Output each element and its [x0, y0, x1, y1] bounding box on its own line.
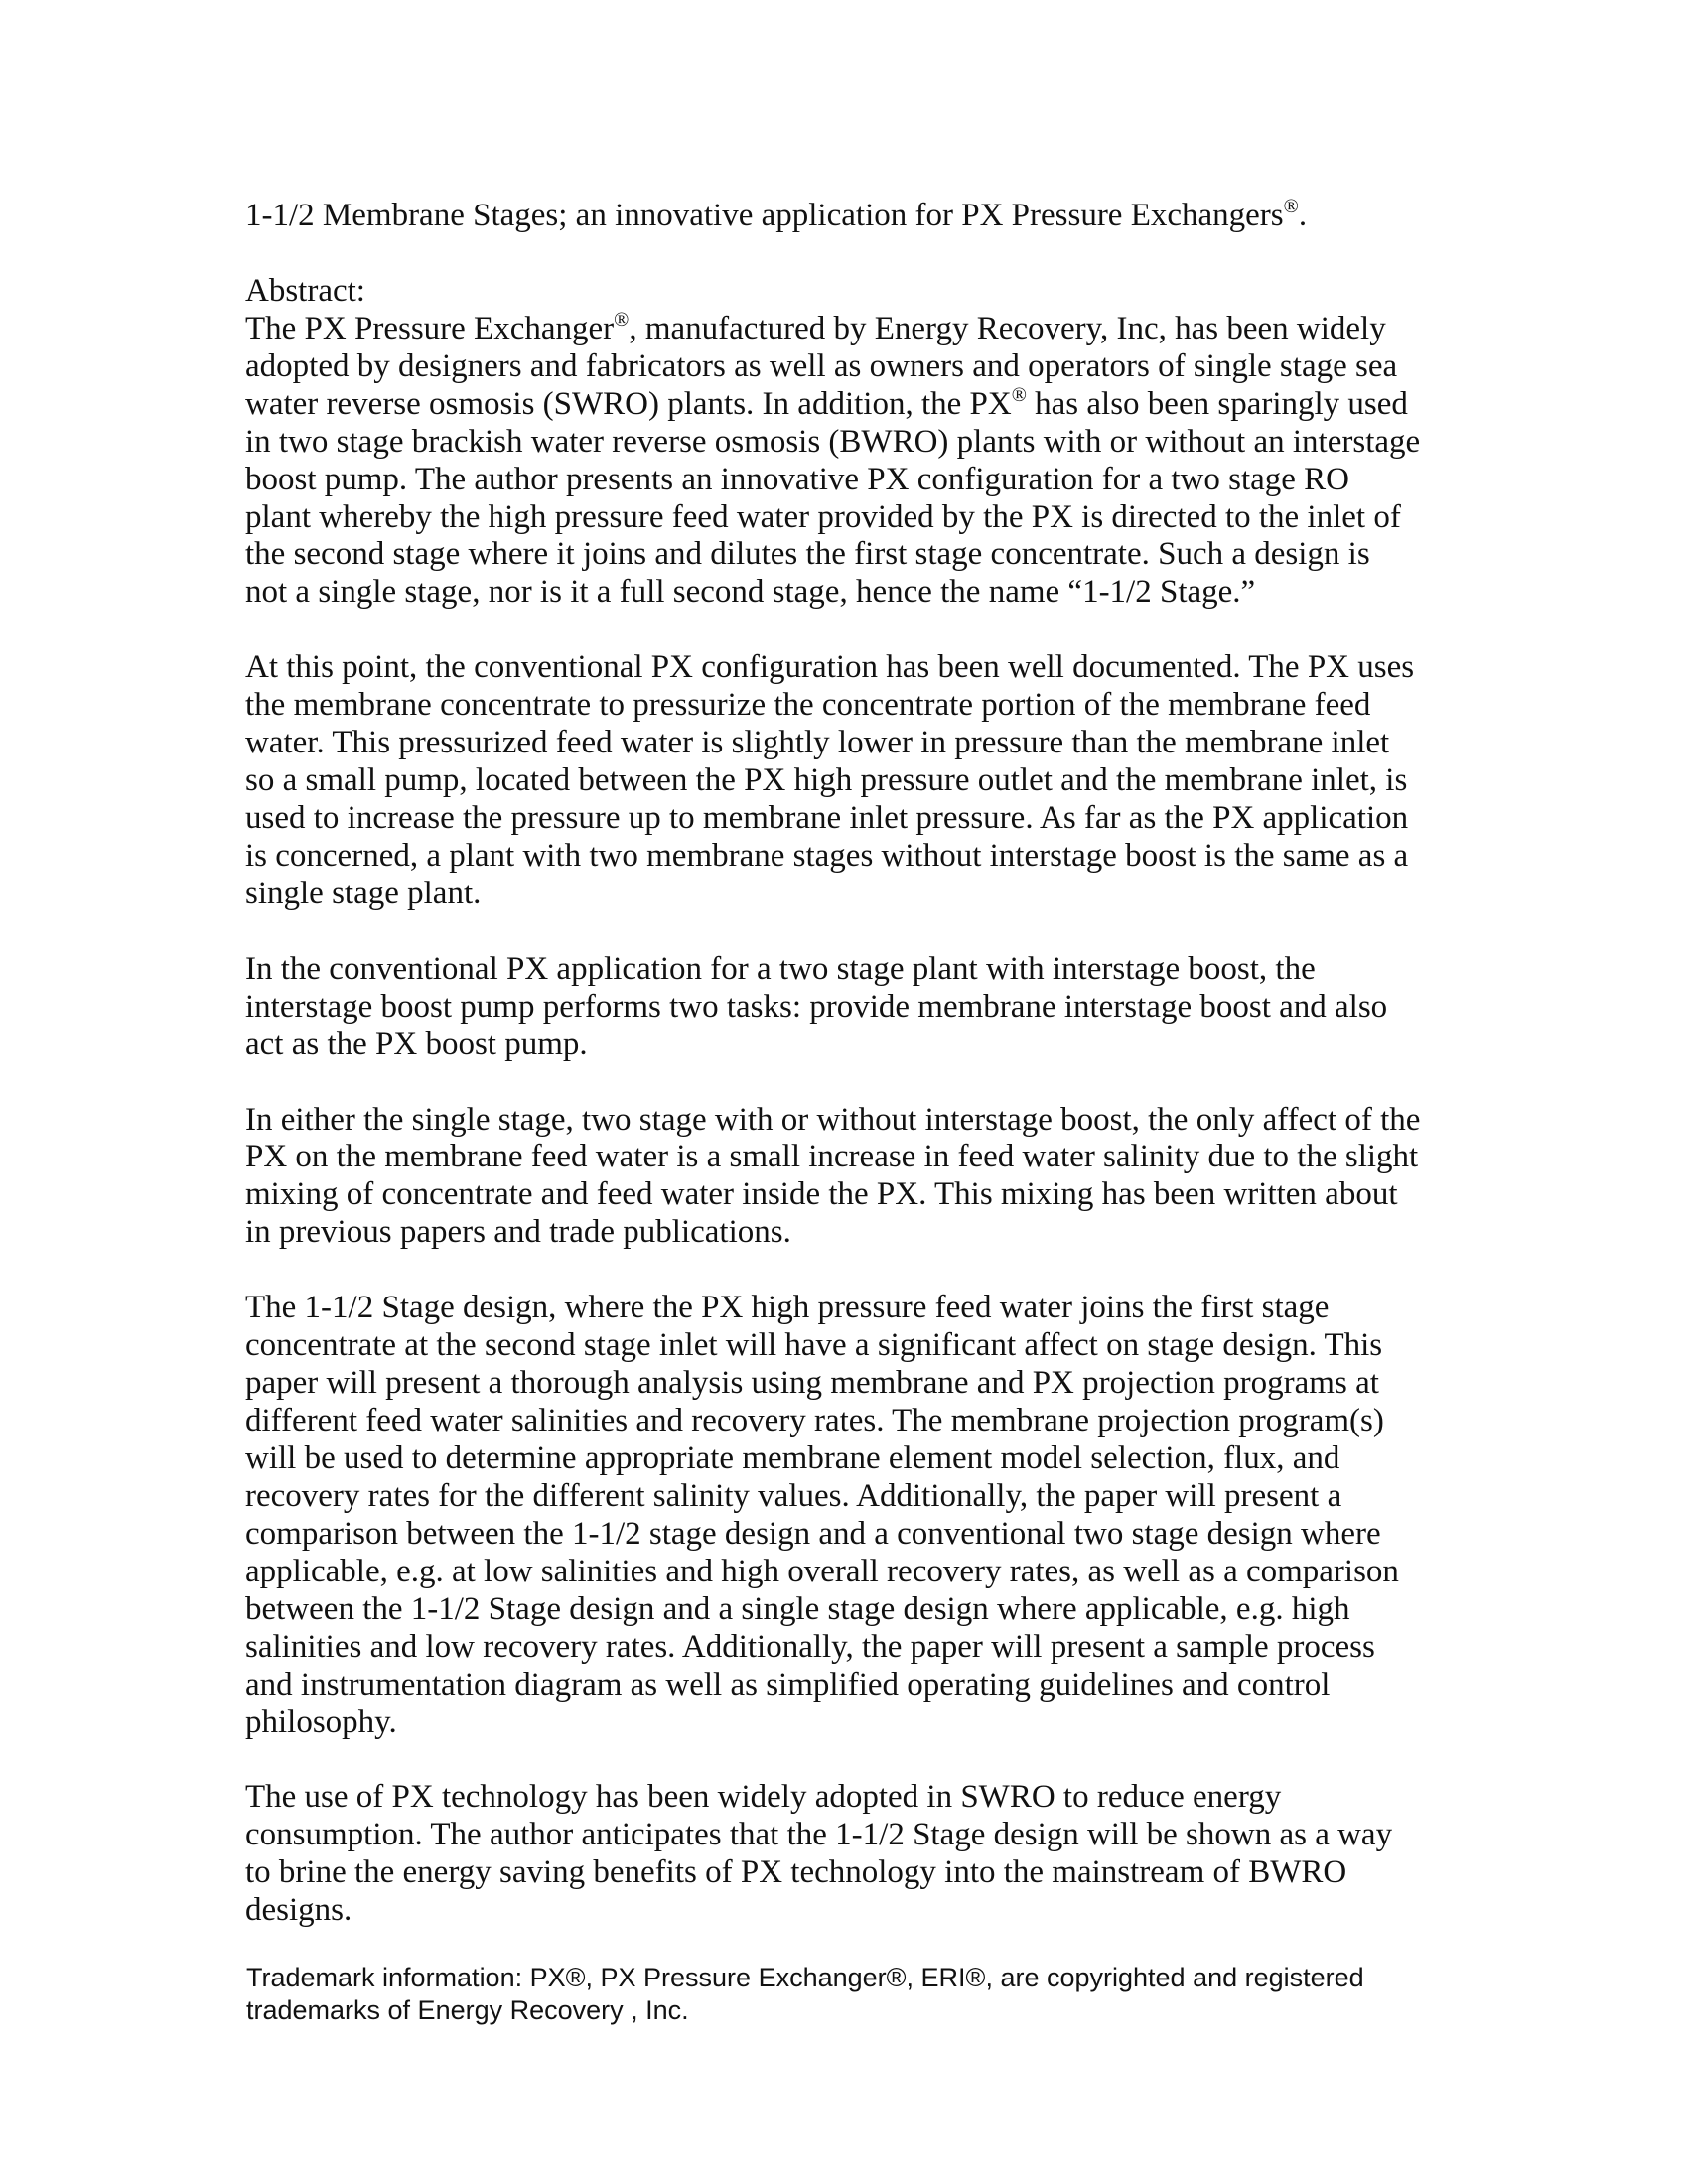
paragraph-line	[245, 1516, 1420, 1554]
page-title	[245, 198, 1420, 235]
paragraph	[245, 1779, 1420, 1930]
text-segment: .	[1298, 198, 1308, 233]
text-segment: the second stage where it joins and dilutes the first stage concentrate. Such a design is	[245, 536, 1370, 573]
paragraph-gap	[245, 1064, 1420, 1102]
text-segment: interstage boost pump performs two tasks: provide membrane interstage boost and also	[245, 988, 1388, 1024]
paragraph-line	[245, 499, 1420, 537]
registered-mark: ®	[1283, 196, 1299, 217]
paragraph-gap	[245, 913, 1420, 951]
paragraph-line	[245, 951, 1420, 989]
paragraph-line	[245, 1779, 1420, 1817]
text-segment: single stage plant.	[245, 875, 482, 911]
paragraph-gap	[245, 1741, 1420, 1779]
paragraph-line	[245, 1554, 1420, 1591]
text-segment: adopted by designers and fabricators as well as owners and operators of single stage sea	[245, 347, 1398, 384]
paragraph-line	[245, 1026, 1420, 1064]
paragraph-line	[245, 308, 1420, 348]
text-segment: In either the single stage, two stage with or without interstage boost, the only affect of the	[245, 1101, 1421, 1138]
text-segment: will be used to determine appropriate membrane element model selection, flux, and	[245, 1439, 1340, 1476]
text-segment: philosophy.	[245, 1704, 397, 1740]
paragraph-line	[245, 383, 1420, 424]
text-segment: between the 1-1/2 Stage design and a single stage design where applicable, e.g. high	[245, 1590, 1350, 1627]
paragraph-line	[245, 1854, 1420, 1892]
text-segment: designs.	[245, 1892, 352, 1929]
paragraph-line	[245, 800, 1420, 838]
paragraph-line	[245, 1365, 1420, 1403]
paragraph-line	[245, 536, 1420, 574]
trademark-line: trademarks of Energy Recovery , Inc.	[246, 1995, 689, 2025]
paragraph-line	[245, 1667, 1420, 1705]
text-segment: and instrumentation diagram as well as simplified operating guidelines and control	[245, 1666, 1331, 1703]
text-segment: act as the PX boost pump.	[245, 1025, 588, 1062]
text-segment: different feed water salinities and recovery rates. The membrane projection program(s)	[245, 1403, 1384, 1438]
paragraph	[245, 308, 1421, 613]
trademark-line: Trademark information: PX®, PX Pressure Exchanger®, ERI®, are copyrighted and registered	[246, 1963, 1364, 1992]
text-segment: comparison between the 1-1/2 stage design and a conventional two stage design where	[245, 1515, 1381, 1552]
text-segment: concentrate at the second stage inlet will have a significant affect on stage design. This	[245, 1327, 1383, 1364]
text-segment: The use of PX technology has been widely adopted in SWRO to reduce energy	[245, 1779, 1282, 1816]
text-segment: consumption. The author anticipates that the 1-1/2 Stage design will be shown as a way	[245, 1817, 1393, 1853]
paragraph-line	[245, 574, 1420, 612]
text-segment: not a single stage, nor is it a full second stage, hence the name “1-1/2 Stage.”	[245, 574, 1256, 611]
trademark-note	[246, 1962, 1364, 2027]
text-segment: water. This pressurized feed water is slightly lower in pressure than the membrane inlet	[245, 725, 1390, 761]
paragraph-line	[245, 348, 1420, 386]
paragraph-line	[245, 462, 1420, 499]
paragraph-line	[245, 1440, 1420, 1478]
text-segment: The 1-1/2 Stage design, where the PX high pressure feed water joins the first stage	[245, 1290, 1330, 1326]
text-segment: paper will present a thorough analysis using membrane and PX projection programs at	[245, 1365, 1379, 1402]
paragraph-line	[245, 838, 1420, 876]
paragraph-line	[245, 1817, 1420, 1854]
paragraph-line	[245, 989, 1420, 1026]
paragraph-line	[245, 762, 1420, 800]
text-segment: At this point, the conventional PX configuration has been well documented. The PX uses	[245, 649, 1415, 686]
paragraph	[245, 1290, 1420, 1741]
text-segment: boost pump. The author presents an innovative PX configuration for a two stage RO	[245, 461, 1350, 497]
text-segment: to brine the energy saving benefits of PX technology into the mainstream of BWRO	[245, 1854, 1347, 1891]
paragraph	[245, 1102, 1420, 1253]
paragraph-line	[245, 725, 1420, 762]
paragraph	[245, 951, 1420, 1064]
text-segment: the membrane concentrate to pressurize the concentrate portion of the membrane feed	[245, 687, 1371, 724]
text-segment: is concerned, a plant with two membrane stages without interstage boost is the same as a	[245, 837, 1409, 874]
text-segment: mixing of concentrate and feed water inside the PX. This mixing has been written about	[245, 1176, 1398, 1213]
text-segment: has also been sparingly used	[1026, 385, 1408, 422]
paragraph-line	[245, 687, 1420, 725]
paragraph-gap	[245, 612, 1420, 649]
paragraph-gap	[245, 235, 1420, 273]
text-segment: 1-1/2 Membrane Stages; an innovative application for PX Pressure Exchangers	[245, 198, 1284, 233]
text-segment: so a small pump, located between the PX high pressure outlet and the membrane inlet, is	[245, 762, 1408, 799]
text-segment: The PX Pressure Exchanger	[245, 310, 615, 346]
paragraph-line	[245, 424, 1420, 462]
text-segment: salinities and low recovery rates. Additionally, the paper will present a sample process	[245, 1628, 1375, 1665]
text-segment: used to increase the pressure up to membrane inlet pressure. As far as the PX application	[245, 800, 1409, 836]
paragraph-line	[245, 1591, 1420, 1629]
text-segment: water reverse osmosis (SWRO) plants. In addition, the PX	[245, 385, 1012, 422]
paragraph-gap	[245, 1252, 1420, 1290]
paragraph-line	[245, 1705, 1420, 1742]
text-segment: in two stage brackish water reverse osmosis (BWRO) plants with or without an interstage	[245, 423, 1421, 460]
paragraph-line	[245, 1214, 1420, 1252]
abstract-heading: Abstract:	[245, 272, 365, 309]
paragraph-line	[245, 1629, 1420, 1667]
paragraph-line	[245, 1176, 1420, 1214]
paragraph-line	[245, 876, 1420, 913]
text-segment: , manufactured by Energy Recovery, Inc, has been widely	[629, 310, 1386, 346]
paragraph-line	[245, 1139, 1420, 1176]
paragraph-line	[245, 649, 1420, 687]
paragraph-line	[245, 1102, 1420, 1140]
text-segment: in previous papers and trade publications.	[245, 1214, 791, 1251]
paragraph-line	[245, 1478, 1420, 1516]
registered-mark: ®	[1011, 383, 1027, 406]
text-segment: PX on the membrane feed water is a small increase in feed water salinity due to the slight	[245, 1139, 1419, 1175]
paragraph-line	[245, 1892, 1420, 1930]
text-segment: applicable, e.g. at low salinities and high overall recovery rates, as well as a comparison	[245, 1553, 1399, 1589]
text-segment: recovery rates for the different salinity values. Additionally, the paper will present a	[245, 1477, 1342, 1514]
registered-mark: ®	[614, 308, 630, 331]
paragraph	[245, 649, 1420, 913]
text-segment: In the conventional PX application for a two stage plant with interstage boost, the	[245, 950, 1316, 987]
paragraph-line	[245, 1327, 1420, 1365]
document-body	[245, 198, 1420, 1930]
text-segment: plant whereby the high pressure feed water provided by the PX is directed to the inlet of	[245, 498, 1401, 535]
paragraph-line	[245, 1290, 1420, 1327]
paragraph-line	[245, 1403, 1420, 1440]
